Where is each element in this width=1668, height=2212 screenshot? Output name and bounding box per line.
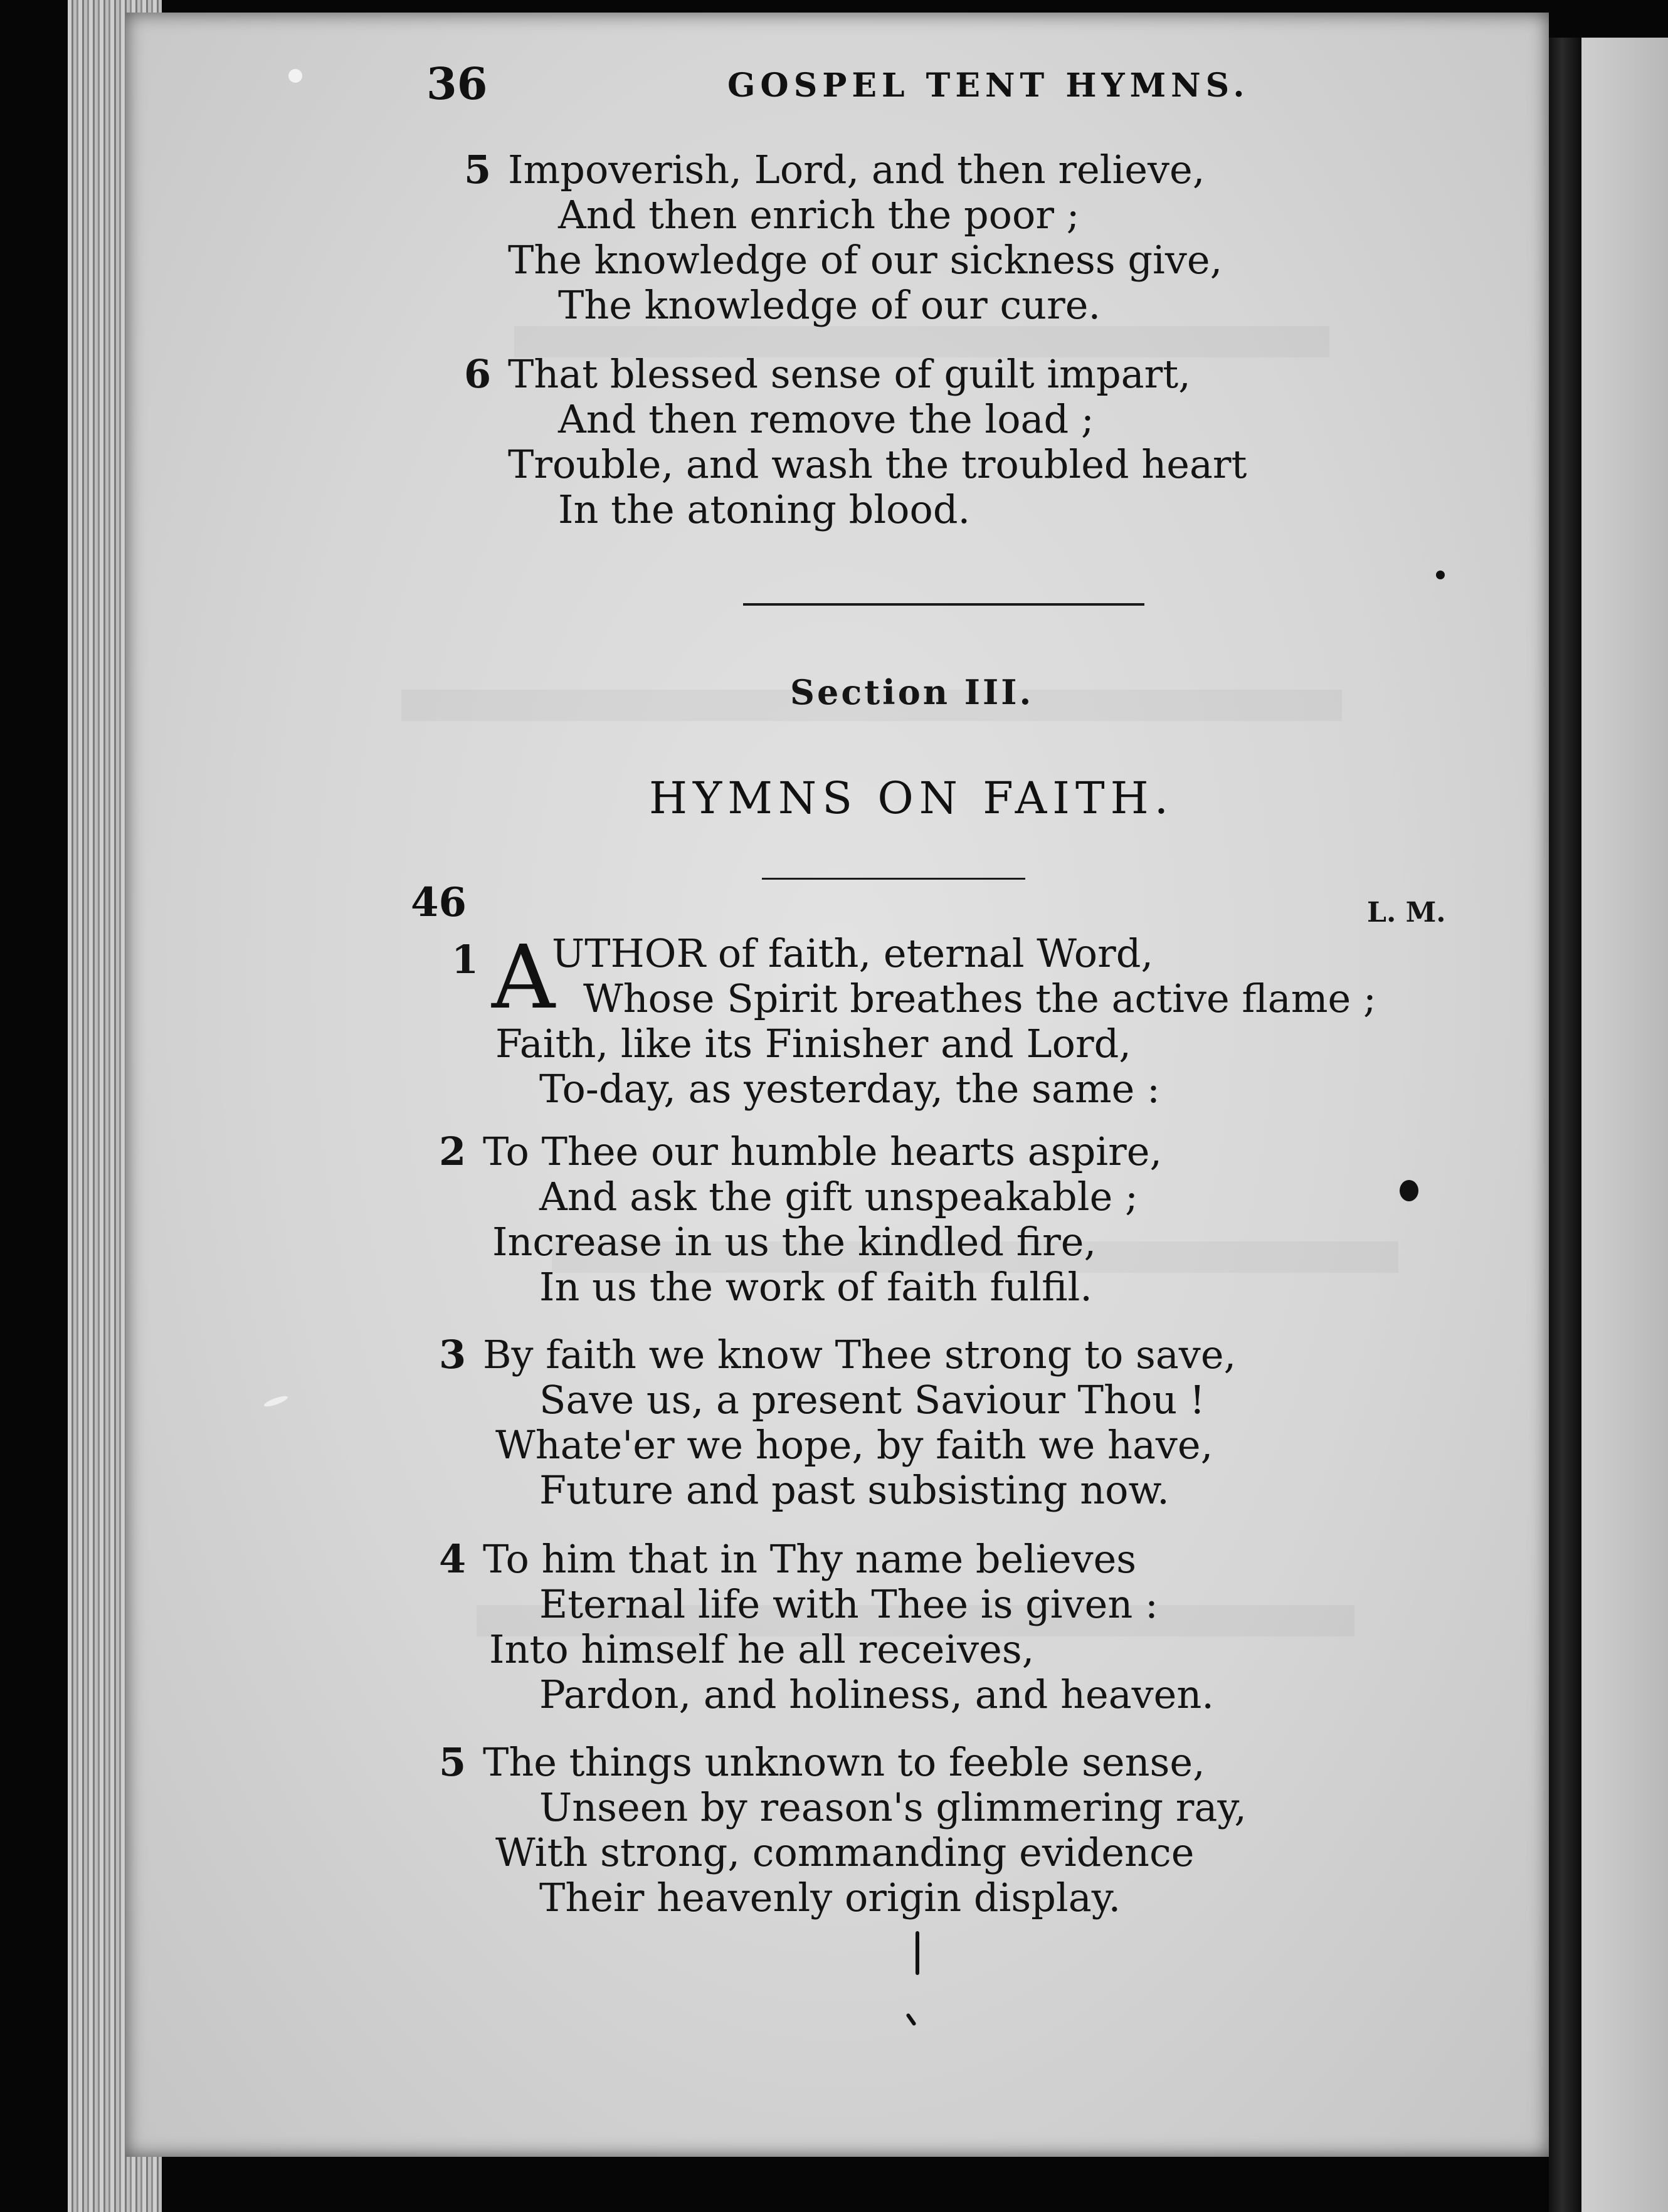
verse-line [451, 937, 495, 982]
divider-rule [743, 603, 1144, 606]
hymn-meter: L. M. [1367, 897, 1446, 929]
verse-number: 6 [464, 351, 492, 397]
verse-number: 4 [439, 1536, 467, 1582]
verse-line: 6 That blessed sense of guilt impart, [464, 351, 1191, 397]
verse-line: UTHOR of faith, eternal Word, [552, 930, 1154, 976]
verse-line: Faith, like its Finisher and Lord, [495, 1021, 1131, 1066]
verse-line: Future and past subsisting now. [539, 1467, 1169, 1513]
verse-line: Into himself he all receives, [489, 1626, 1035, 1672]
verse-number: 2 [439, 1129, 467, 1174]
verse-line: 5 The things unknown to feeble sense, [439, 1739, 1205, 1785]
section-title: HYMNS ON FAITH. [649, 772, 1174, 824]
hymn-number: 46 [411, 879, 467, 926]
verse-number: 3 [439, 1332, 467, 1377]
section-label: Section III. [790, 672, 1034, 712]
verse-line: Pardon, and holiness, and heaven. [539, 1672, 1215, 1717]
book-spine [1549, 38, 1581, 2212]
ink-speck [1400, 1180, 1418, 1201]
verse-line: And ask the gift unspeakable ; [539, 1174, 1138, 1219]
facing-page-edge [1581, 38, 1668, 2212]
verse-line: Whose Spirit breathes the active flame ; [583, 976, 1376, 1021]
verse-number: 1 [451, 937, 479, 982]
verse-line: Unseen by reason's glimmering ray, [539, 1784, 1247, 1830]
drop-cap: A [492, 927, 556, 1029]
verse-line: With strong, commanding evidence [495, 1830, 1195, 1875]
verse-line: Increase in us the kindled fire, [492, 1219, 1097, 1265]
verse-line: 3 By faith we know Thee strong to save, [439, 1332, 1237, 1377]
verse-line: Whate'er we hope, by faith we have, [495, 1422, 1213, 1468]
running-head: GOSPEL TENT HYMNS. [727, 66, 1250, 105]
verse-line: Eternal life with Thee is given : [539, 1581, 1158, 1627]
verse-line: Their heavenly origin display. [539, 1875, 1121, 1920]
verse-number: 5 [439, 1739, 467, 1785]
page-number: 36 [426, 58, 488, 110]
verse-number: 5 [464, 147, 492, 192]
verse-line: The knowledge of our sickness give, [508, 237, 1223, 283]
ink-speck [916, 1931, 919, 1975]
verse-line: The knowledge of our cure. [558, 282, 1101, 328]
section-rule [762, 878, 1025, 880]
verse-line: And then enrich the poor ; [558, 192, 1080, 238]
verse-line: 2 To Thee our humble hearts aspire, [439, 1129, 1163, 1174]
scratch-mark [288, 69, 302, 83]
ink-speck [1436, 571, 1445, 579]
verse-line: Save us, a present Saviour Thou ! [539, 1377, 1205, 1423]
verse-line: In the atoning blood. [558, 487, 971, 532]
verse-line: To-day, as yesterday, the same : [539, 1066, 1160, 1112]
verse-line: 5 Impoverish, Lord, and then relieve, [464, 147, 1205, 192]
verse-line: And then remove the load ; [558, 396, 1094, 442]
verse-line: In us the work of faith fulfil. [539, 1264, 1093, 1310]
verse-line: Trouble, and wash the troubled heart [508, 441, 1247, 487]
verse-line: 4 To him that in Thy name believes [439, 1536, 1137, 1582]
